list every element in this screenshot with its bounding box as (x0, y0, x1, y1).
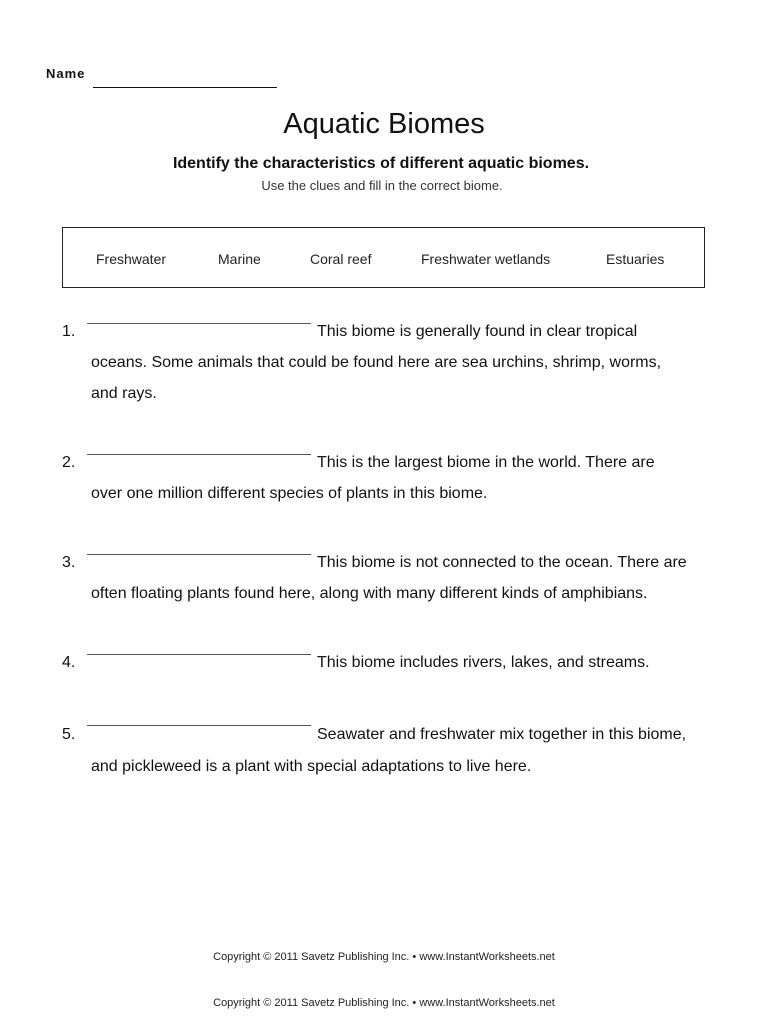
question-text: This is the largest biome in the world. There are (317, 454, 655, 471)
answer-blank-5[interactable] (87, 725, 311, 726)
question-text: often floating plants found here, along with many different kinds of amphibians. (91, 585, 648, 602)
page-title: Aquatic Biomes (283, 108, 485, 140)
question-text: and rays. (91, 385, 157, 402)
answer-blank-2[interactable] (87, 454, 311, 455)
word-bank-item: Freshwater (96, 251, 167, 267)
question-text: This biome is generally found in clear tropical (317, 323, 638, 340)
word-bank-item: Coral reef (310, 251, 372, 267)
question-number: 4. (62, 654, 76, 671)
name-label: Name (46, 66, 86, 81)
question-number: 1. (62, 323, 76, 340)
question-number: 3. (62, 554, 76, 571)
word-bank (62, 227, 705, 288)
question-text: and pickleweed is a plant with special adaptations to live here. (91, 758, 532, 775)
answer-blank-4[interactable] (87, 654, 311, 655)
copyright-footer: Copyright © 2011 Savetz Publishing Inc. • www.InstantWorksheets.net (213, 951, 555, 963)
name-blank[interactable] (93, 87, 277, 88)
question-text: over one million different species of plants in this biome. (91, 485, 488, 502)
question-number: 2. (62, 454, 76, 471)
answer-blank-3[interactable] (87, 554, 311, 555)
question-number: 5. (62, 726, 76, 743)
question-text: Seawater and freshwater mix together in this biome, (317, 726, 687, 743)
word-bank-item: Estuaries (606, 251, 665, 267)
word-bank-item: Marine (218, 251, 261, 267)
word-bank-item: Freshwater wetlands (421, 251, 551, 267)
question-text: oceans. Some animals that could be found here are sea urchins, shrimp, worms, (91, 354, 662, 371)
question-text: This biome includes rivers, lakes, and streams. (317, 654, 650, 671)
page-subtitle: Identify the characteristics of different aquatic biomes. (172, 155, 590, 172)
instructions: Use the clues and fill in the correct biome. (261, 178, 503, 193)
question-text: This biome is not connected to the ocean. There are (317, 554, 687, 571)
answer-blank-1[interactable] (87, 323, 311, 324)
copyright-footer: Copyright © 2011 Savetz Publishing Inc. • www.InstantWorksheets.net (213, 997, 555, 1009)
